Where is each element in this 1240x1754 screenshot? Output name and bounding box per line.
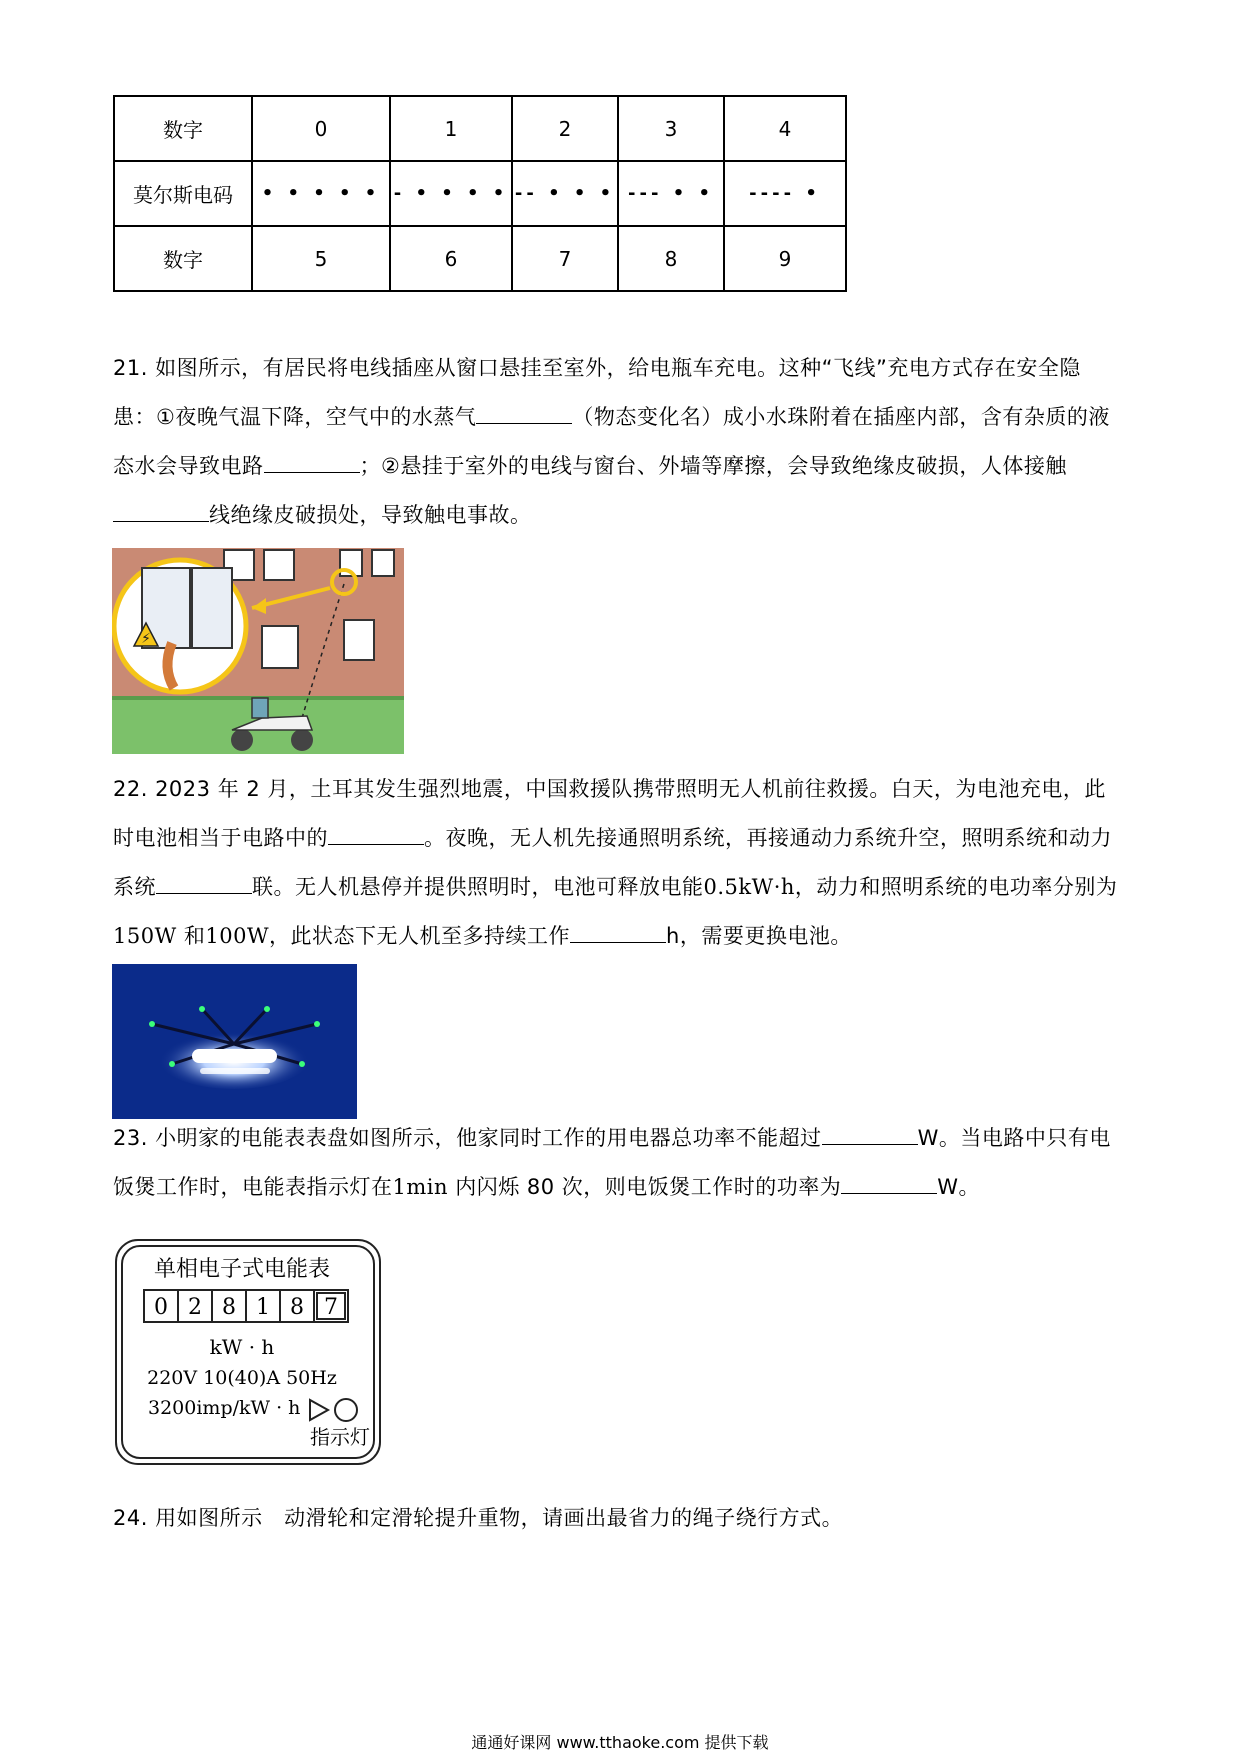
q22-text-5: ，此状态下无人机至多持续工作 bbox=[269, 924, 571, 948]
q23-text-4: W。 bbox=[937, 1175, 981, 1199]
meter-unit: kW · h bbox=[209, 1335, 275, 1359]
q21-text-3: ；②悬挂于室外的电线与窗台、外墙等摩擦，会导致绝缘皮破损，人体接触 bbox=[359, 454, 1067, 478]
question-21 bbox=[113, 344, 1123, 540]
morse-cell: --- • • bbox=[618, 161, 724, 226]
table-cell: 1 bbox=[390, 96, 512, 161]
q22-text-4: ，动力和照明系统的电功率分别为 bbox=[794, 875, 1118, 899]
answer-blank[interactable] bbox=[264, 448, 360, 473]
q23-text-2: W。当电路中只有电饭煲工作时，电能表指示灯在 bbox=[113, 1126, 1111, 1199]
q23-text-3: 内闪烁 80 次，则电饭煲工作时的功率为 bbox=[448, 1175, 842, 1199]
meter-imp: 3200imp/kW · h bbox=[148, 1397, 301, 1419]
charging-illustration bbox=[112, 548, 404, 754]
svg-text:⚡: ⚡ bbox=[141, 631, 151, 647]
meter-digit: 8 bbox=[222, 1295, 236, 1320]
question-23 bbox=[113, 1114, 1123, 1212]
meter-digit: 2 bbox=[188, 1295, 202, 1320]
table-row bbox=[114, 226, 846, 291]
meter-indicator-label: 指示灯 bbox=[310, 1425, 370, 1449]
q21-text-4: 线绝缘皮破损处，导致触电事故。 bbox=[209, 503, 532, 527]
energy-value: 0.5kW·h bbox=[703, 875, 795, 899]
morse-cell: ---- • bbox=[724, 161, 846, 226]
table-cell: 2 bbox=[512, 96, 618, 161]
q22-text-2: 。夜晚，无人机先接通照明系统，再接通动力系统升空，照明系统和动力系统 bbox=[113, 826, 1112, 899]
meter-title: 单相电子式电能表 bbox=[153, 1257, 331, 1282]
meter-digit: 7 bbox=[324, 1295, 338, 1320]
electric-meter bbox=[114, 1238, 382, 1466]
table-cell: 8 bbox=[618, 226, 724, 291]
q24-text: 24. 用如图所示 动滑轮和定滑轮提升重物，请画出最省力的绳子绕行方式。 bbox=[113, 1506, 844, 1530]
table-cell: 7 bbox=[512, 226, 618, 291]
drone-photo bbox=[112, 964, 357, 1119]
time-value: 1min bbox=[392, 1175, 449, 1199]
q22-text-3: 联。无人机悬停并提供照明时，电池可释放电能 bbox=[252, 875, 704, 899]
morse-cell: • • • • • bbox=[252, 161, 390, 226]
table-cell: 6 bbox=[390, 226, 512, 291]
meter-digit: 0 bbox=[154, 1295, 168, 1320]
answer-blank[interactable] bbox=[476, 399, 572, 424]
morse-cell: -- • • • bbox=[512, 161, 618, 226]
table-cell: 5 bbox=[252, 226, 390, 291]
meter-digit: 8 bbox=[290, 1295, 304, 1320]
power-value-1: 150W bbox=[113, 924, 177, 948]
table-cell: 9 bbox=[724, 226, 846, 291]
table-row bbox=[114, 161, 846, 226]
page-footer: 通通好课网 www.tthaoke.com 提供下载 bbox=[471, 1733, 769, 1752]
meter-digit: 1 bbox=[256, 1295, 270, 1320]
q21-text-2: （物态变化名）成小水珠附着在插座内部，含有杂质的液态水会导致电路 bbox=[113, 405, 1110, 478]
answer-blank[interactable] bbox=[156, 869, 252, 894]
question-24 bbox=[113, 1494, 1123, 1543]
answer-blank[interactable] bbox=[822, 1120, 918, 1145]
table-cell: 数字 bbox=[114, 96, 252, 161]
table-cell: 数字 bbox=[114, 226, 252, 291]
q21-text-1: 21. 如图所示，有居民将电线插座从窗口悬挂至室外，给电瓶车充电。这种“飞线”充电方式存在安全隐患：①夜晚气温下降，空气中的水蒸气 bbox=[113, 356, 1081, 429]
table-cell: 3 bbox=[618, 96, 724, 161]
answer-blank[interactable] bbox=[328, 820, 424, 845]
q22-text-1: 22. 2023 年 2 月，土耳其发生强烈地震，中国救援队携带照明无人机前往救援。白天，为电池充电，此时电池相当于电路中的 bbox=[113, 777, 1106, 850]
answer-blank[interactable] bbox=[113, 497, 209, 522]
answer-blank[interactable] bbox=[570, 918, 666, 943]
answer-blank[interactable] bbox=[841, 1169, 937, 1194]
q22-text-6: h，需要更换电池。 bbox=[666, 924, 852, 948]
table-row bbox=[114, 96, 846, 161]
meter-spec: 220V 10(40)A 50Hz bbox=[147, 1367, 337, 1389]
power-value-2: 100W bbox=[205, 924, 270, 948]
morse-code-table bbox=[113, 95, 847, 292]
table-cell: 莫尔斯电码 bbox=[114, 161, 252, 226]
table-cell: 4 bbox=[724, 96, 846, 161]
q23-text-1: 23. 小明家的电能表表盘如图所示，他家同时工作的用电器总功率不能超过 bbox=[113, 1126, 822, 1150]
table-cell: 0 bbox=[252, 96, 390, 161]
q22-and: 和 bbox=[176, 924, 206, 948]
question-22 bbox=[113, 765, 1123, 961]
morse-cell: - • • • • bbox=[390, 161, 512, 226]
